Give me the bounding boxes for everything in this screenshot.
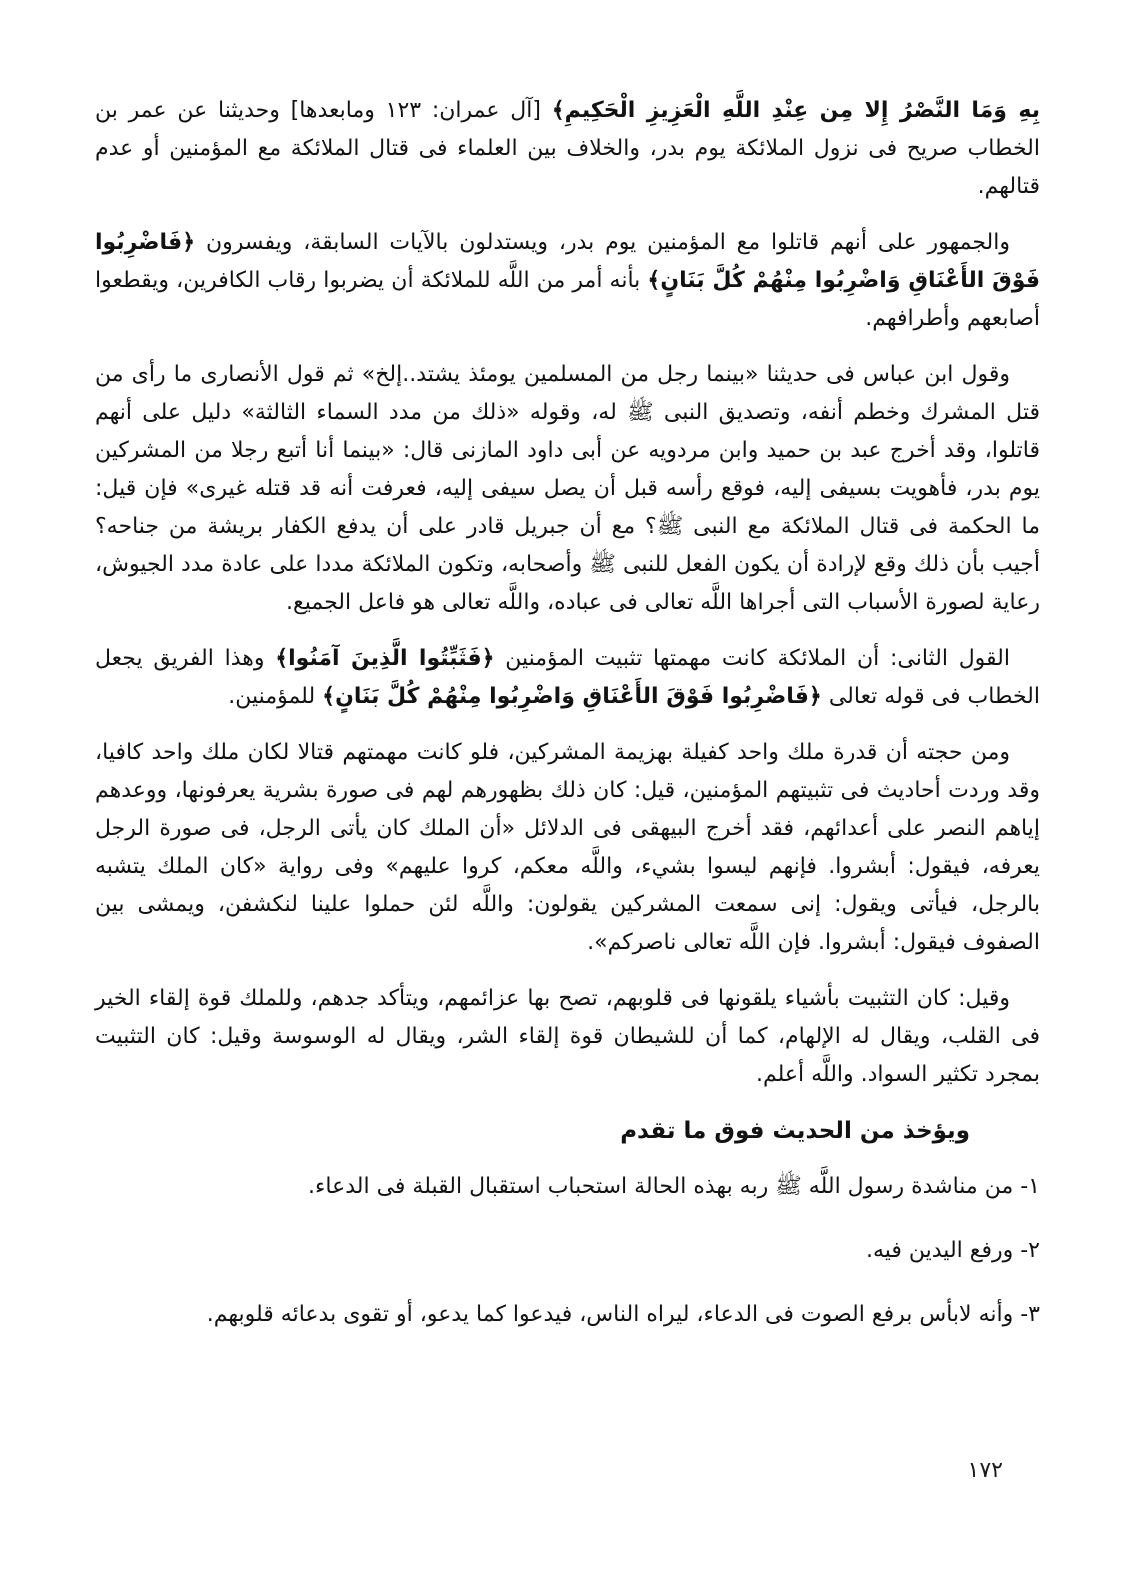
benefit-item-2: ٢- ورفع اليدين فيه. xyxy=(865,1238,1040,1263)
paragraph-text: القول الثانى: أن الملائكة كانت مهمتها تثبيت المؤمنين xyxy=(494,646,1010,671)
paragraph-tathbit-explanation xyxy=(95,980,1040,1094)
paragraph-second-opinion xyxy=(95,640,1040,716)
quran-verse-fadribu-2: ﴿فَاضْرِبُوا فَوْقَ الأَعْنَاقِ وَاضْرِبُوا مِنْهُمْ كُلَّ بَنَانٍ﴾ xyxy=(322,684,822,709)
quran-verse-thabbitu: ﴿فَثَبِّتُوا الَّذِينَ آمَنُوا﴾ xyxy=(275,646,495,671)
paragraph-ibn-abbas-hadith xyxy=(95,356,1040,622)
benefits-heading: ويؤخذ من الحديث فوق ما تقدم xyxy=(620,1118,970,1144)
paragraph-text: ومن حجته أن قدرة ملك واحد كفيلة بهزيمة المشركين، فلو كانت مهمتهم قتالا لكان ملك واحد كافيا، وقد وردت أحاديث فى تثبيتهم المؤمنين، قيل: كان ذلك بظهورهم لهم فى صورة بشرية يعرفونها، ووعدهم إياهم النصر على أعدائهم، فقد أخرج البيهقى فى الدلائل «أن الملك كان يأتى الرجل، فى صورة الرجل يعرفه، فيقول: أبشروا. فإنهم ليسوا بشيء، واللَّه معكم، كروا عليهم» وفى رواية «كان الملك يتشبه بالرجل، فيأتى ويقول: إنى سمعت المشركين يقولون: واللَّه لئن حملوا علينا لنكشفن، ويمشى بين الصفوف فيقول: أبشروا. فإن اللَّه تعالى ناصركم». xyxy=(95,740,1040,955)
paragraph-quran-continuation xyxy=(95,92,1040,206)
benefit-item-1: ١- من مناشدة رسول اللَّه ﷺ ربه بهذه الحالة استحباب استقبال القبلة فى الدعاء. xyxy=(308,1174,1040,1199)
paragraph-text: والجمهور على أنهم قاتلوا مع المؤمنين يوم بدر، ويستدلون بالآيات السابقة، ويفسرون xyxy=(195,230,1010,255)
paragraph-text: بأنه أمر من اللَّه للملائكة أن يضربوا رقاب الكافرين، ويقطعوا أصابعهم وأطرافهم. xyxy=(95,268,1040,331)
paragraph-text: وقيل: كان التثبيت بأشياء يلقونها فى قلوبهم، تصح بها عزائمهم، ويتأكد جدهم، وللملك قوة إلقاء الخير فى القلب، ويقال له الإلهام، كما أن للشيطان قوة إلقاء الشر، ويقال له الوسوسة وقيل: كان التثبيت بمجرد تكثير السواد. واللَّه أعلم. xyxy=(95,986,1040,1087)
quran-verse-nasr: بِهِ وَمَا النَّصْرُ إِلا مِن عِنْدِ اللَّهِ الْعَزِيزِ الْحَكِيمِ﴾ xyxy=(551,98,1040,123)
quran-verse-fadribu: ﴿فَاضْرِبُوا فَوْقَ الأَعْنَاقِ وَاضْرِبُوا مِنْهُمْ كُلَّ بَنَانٍ﴾ xyxy=(95,230,1040,293)
paragraph-text: وهذا الفريق يجعل الخطاب فى قوله تعالى xyxy=(95,646,1040,709)
paragraph-text: [آل عمران: ١٢٣ ومابعدها] وحديثنا عن عمر بن الخطاب صريح فى نزول الملائكة يوم بدر، والخلاف بين العلماء فى قتال الملائكة مع المؤمنين أو عدم قتالهم. xyxy=(95,98,1040,199)
benefit-item-3: ٣- وأنه لابأس برفع الصوت فى الدعاء، ليراه الناس، فيدعوا كما يدعو، أو تقوى بدعائه قلوبهم. xyxy=(206,1302,1040,1327)
paragraph-text: للمؤمنين. xyxy=(228,684,316,709)
paragraph-text: وقول ابن عباس فى حديثنا «بينما رجل من المسلمين يومئذ يشتد..إلخ» ثم قول الأنصارى ما رأى من قتل المشرك وخطم أنفه، وتصديق النبى ﷺ له، وقوله «ذلك من مدد السماء الثالثة» دليل على أنهم قاتلوا، وقد أخرج عبد بن حميد وابن مردويه عن أبى داود المازنى قال: «بينما أنا أتبع رجلا من المشركين يوم بدر، فأهويت بسيفى إليه، فوقع رأسه قبل أن يصل سيفى إليه، فعرفت أنه قد قتله غيرى» فإن قيل: ما الحكمة فى قتال الملائكة مع النبى ﷺ؟ مع أن جبريل قادر على أن يدفع الكفار بريشة من جناحه؟ أجيب بأن ذلك وقع لإرادة أن يكون الفعل للنبى ﷺ وأصحابه، وتكون الملائكة مددا على عادة مدد الجيوش، رعاية لصورة الأسباب التى أجراها اللَّه تعالى فى عباده، واللَّه تعالى هو فاعل الجميع. xyxy=(95,362,1040,615)
page-number: ١٧٢ xyxy=(967,1458,1003,1483)
paragraph-jumhur-opinion xyxy=(95,224,1040,338)
text-block xyxy=(95,92,1040,1360)
paragraph-hujjah-tathbit xyxy=(95,734,1040,962)
